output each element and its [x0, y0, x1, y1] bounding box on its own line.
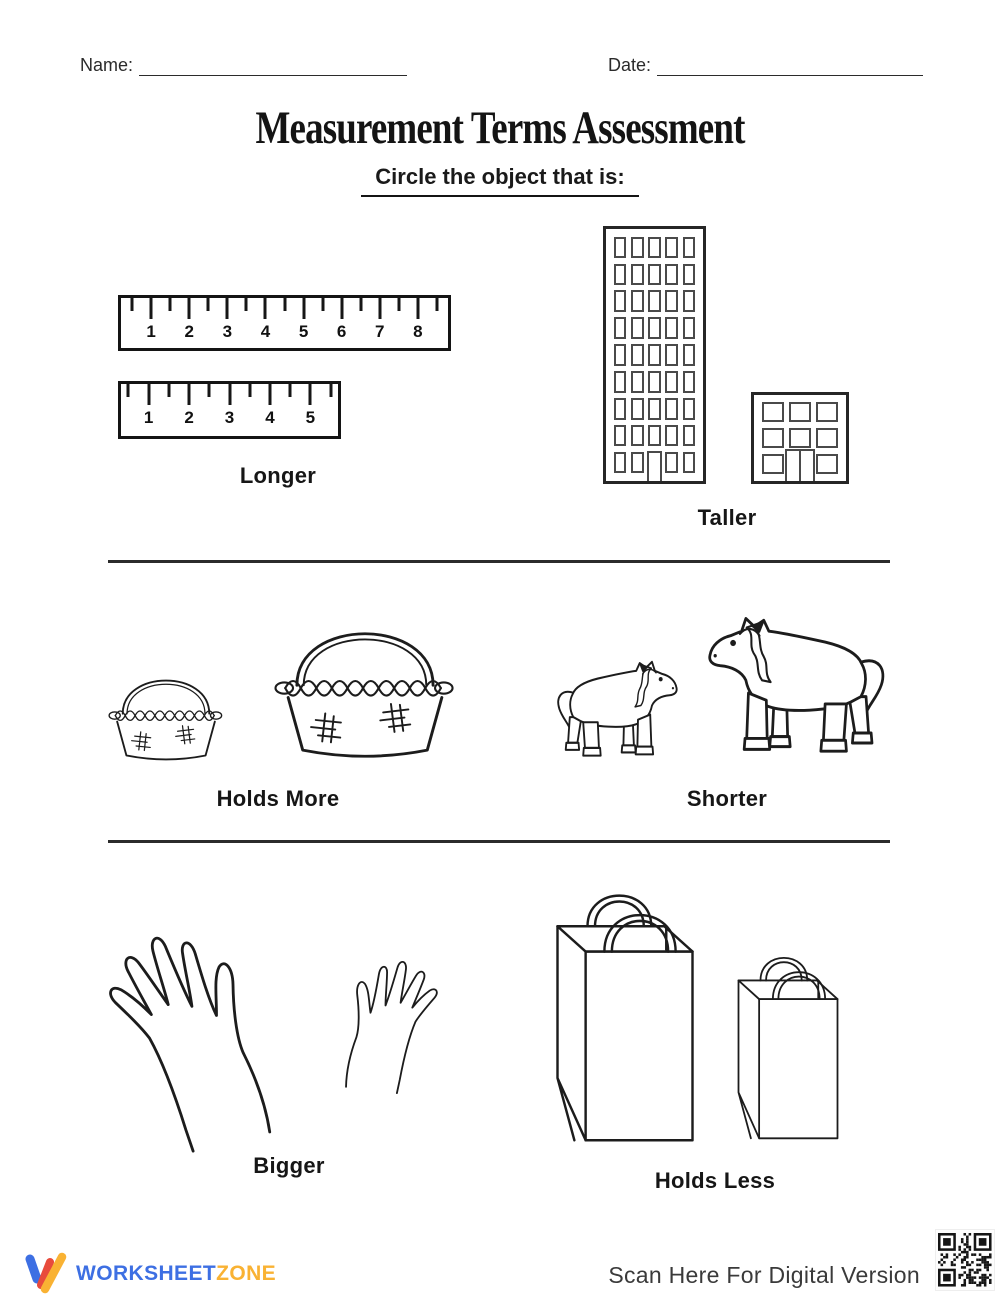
bag-large[interactable]	[550, 866, 700, 1148]
building-window	[665, 398, 677, 419]
ruler-number: 2	[184, 322, 194, 341]
ruler-tick	[169, 298, 172, 311]
worksheet-zone-logo	[20, 1252, 276, 1294]
building-window	[648, 237, 660, 258]
ruler-tick	[131, 298, 134, 311]
building-window	[665, 344, 677, 365]
building-window	[614, 290, 626, 311]
building-window	[631, 237, 643, 258]
ruler-tick	[167, 384, 170, 397]
instructions-wrap	[0, 164, 1000, 197]
label-bigger: Bigger	[253, 1153, 325, 1178]
ruler-tick	[268, 384, 271, 405]
ruler-number: 5	[298, 322, 309, 341]
building-window	[614, 237, 626, 258]
ruler-number: 4	[265, 408, 275, 427]
ruler-number: 6	[336, 322, 347, 341]
ruler-tick	[150, 298, 153, 319]
ruler-long[interactable]	[118, 295, 451, 351]
building-window	[614, 371, 626, 392]
brand-word-worksheet: WORKSHEET	[76, 1262, 217, 1285]
ruler-tick	[264, 298, 267, 319]
building-door	[785, 449, 815, 481]
ruler-tick	[226, 298, 229, 319]
building-window	[631, 452, 643, 473]
ruler-tick	[359, 298, 362, 311]
label-holds-less: Holds Less	[654, 1168, 776, 1193]
building-window	[683, 290, 695, 311]
ruler-tick	[188, 384, 191, 405]
label-taller: Taller	[697, 505, 757, 530]
brand-word-zone: ZONE	[216, 1262, 277, 1285]
date-blank-line[interactable]	[657, 54, 923, 76]
ruler-tick	[188, 298, 191, 319]
building-window	[816, 402, 838, 422]
building-window	[683, 264, 695, 285]
label-holds-more: Holds More	[216, 786, 340, 811]
label-shorter: Shorter	[686, 786, 768, 811]
building-window	[665, 264, 677, 285]
building-window	[631, 344, 643, 365]
ruler-number: 4	[260, 322, 271, 341]
building-window	[648, 398, 660, 419]
building-window	[683, 452, 695, 473]
bag-small[interactable]	[733, 936, 843, 1144]
building-tall[interactable]	[603, 226, 706, 484]
building-window	[683, 344, 695, 365]
building-window	[683, 237, 695, 258]
date-label: Date:	[608, 55, 652, 75]
building-window	[631, 264, 643, 285]
section-divider-2	[108, 840, 890, 843]
ruler-number: 7	[375, 322, 385, 341]
ruler-tick	[416, 298, 419, 319]
instructions-text: Circle the object that is:	[361, 164, 638, 197]
brand-text	[76, 1262, 276, 1286]
building-window	[683, 425, 695, 446]
worksheet-zone-w-icon	[20, 1252, 68, 1294]
building-window	[683, 398, 695, 419]
building-window	[789, 402, 811, 422]
ruler-tick	[340, 298, 343, 319]
building-window	[789, 428, 811, 448]
ruler-tick	[208, 384, 211, 397]
building-window	[631, 371, 643, 392]
building-window	[665, 290, 677, 311]
ruler-tick	[321, 298, 324, 311]
qr-code-icon	[936, 1230, 994, 1290]
ruler-tick	[397, 298, 400, 311]
building-window	[665, 371, 677, 392]
horse-large[interactable]	[699, 613, 895, 763]
building-window	[665, 452, 677, 473]
building-window	[614, 425, 626, 446]
section-divider-1	[108, 560, 890, 563]
ruler-number: 8	[413, 322, 423, 341]
hand-small[interactable]	[313, 933, 453, 1099]
ruler-number: 3	[224, 408, 235, 427]
ruler-number: 1	[143, 408, 154, 427]
building-window	[665, 237, 677, 258]
scan-here-text: Scan Here For Digital Version	[608, 1262, 920, 1288]
ruler-tick	[248, 384, 251, 397]
building-window	[665, 317, 677, 338]
building-window	[614, 344, 626, 365]
building-window	[614, 452, 626, 473]
building-window	[648, 264, 660, 285]
ruler-tick	[207, 298, 210, 311]
building-window	[631, 425, 643, 446]
ruler-tick	[329, 384, 332, 397]
ruler-tick	[435, 298, 438, 311]
ruler-tick	[245, 298, 248, 311]
ruler-tick	[289, 384, 292, 397]
building-short[interactable]	[751, 392, 849, 484]
building-window	[648, 317, 660, 338]
ruler-tick	[228, 384, 231, 405]
building-window	[648, 425, 660, 446]
ruler-tick	[309, 384, 312, 405]
horse-small[interactable]	[550, 658, 684, 764]
building-window	[631, 398, 643, 419]
ruler-tick	[127, 384, 130, 397]
name-label: Name:	[80, 55, 134, 75]
building-window	[631, 317, 643, 338]
ruler-tick	[283, 298, 286, 311]
building-window	[614, 317, 626, 338]
name-field	[80, 54, 407, 76]
building-window	[816, 454, 838, 474]
ruler-number: 5	[305, 408, 316, 427]
building-window	[683, 317, 695, 338]
building-window	[816, 428, 838, 448]
ruler-number: 3	[222, 322, 233, 341]
basket-small[interactable]	[98, 655, 234, 767]
building-window	[614, 398, 626, 419]
building-window	[665, 425, 677, 446]
ruler-tick	[302, 298, 305, 319]
building-window	[762, 402, 784, 422]
date-field	[608, 54, 923, 76]
basket-large[interactable]	[258, 594, 472, 768]
label-longer: Longer	[239, 463, 317, 488]
ruler-number: 1	[146, 322, 156, 341]
ruler-tick	[378, 298, 381, 319]
building-window	[683, 371, 695, 392]
door-split-line	[799, 451, 801, 481]
ruler-short[interactable]	[118, 381, 341, 439]
building-window	[648, 371, 660, 392]
building-window	[648, 290, 660, 311]
hand-large[interactable]	[77, 879, 320, 1167]
ruler-tick	[147, 384, 150, 405]
ruler-number: 2	[184, 408, 194, 427]
building-window	[648, 344, 660, 365]
building-window	[762, 454, 784, 474]
building-window	[614, 264, 626, 285]
building-door	[647, 451, 663, 481]
building-window	[762, 428, 784, 448]
page-title: Measurement Terms Assessment	[255, 101, 745, 154]
name-blank-line[interactable]	[139, 54, 407, 76]
building-window	[631, 290, 643, 311]
